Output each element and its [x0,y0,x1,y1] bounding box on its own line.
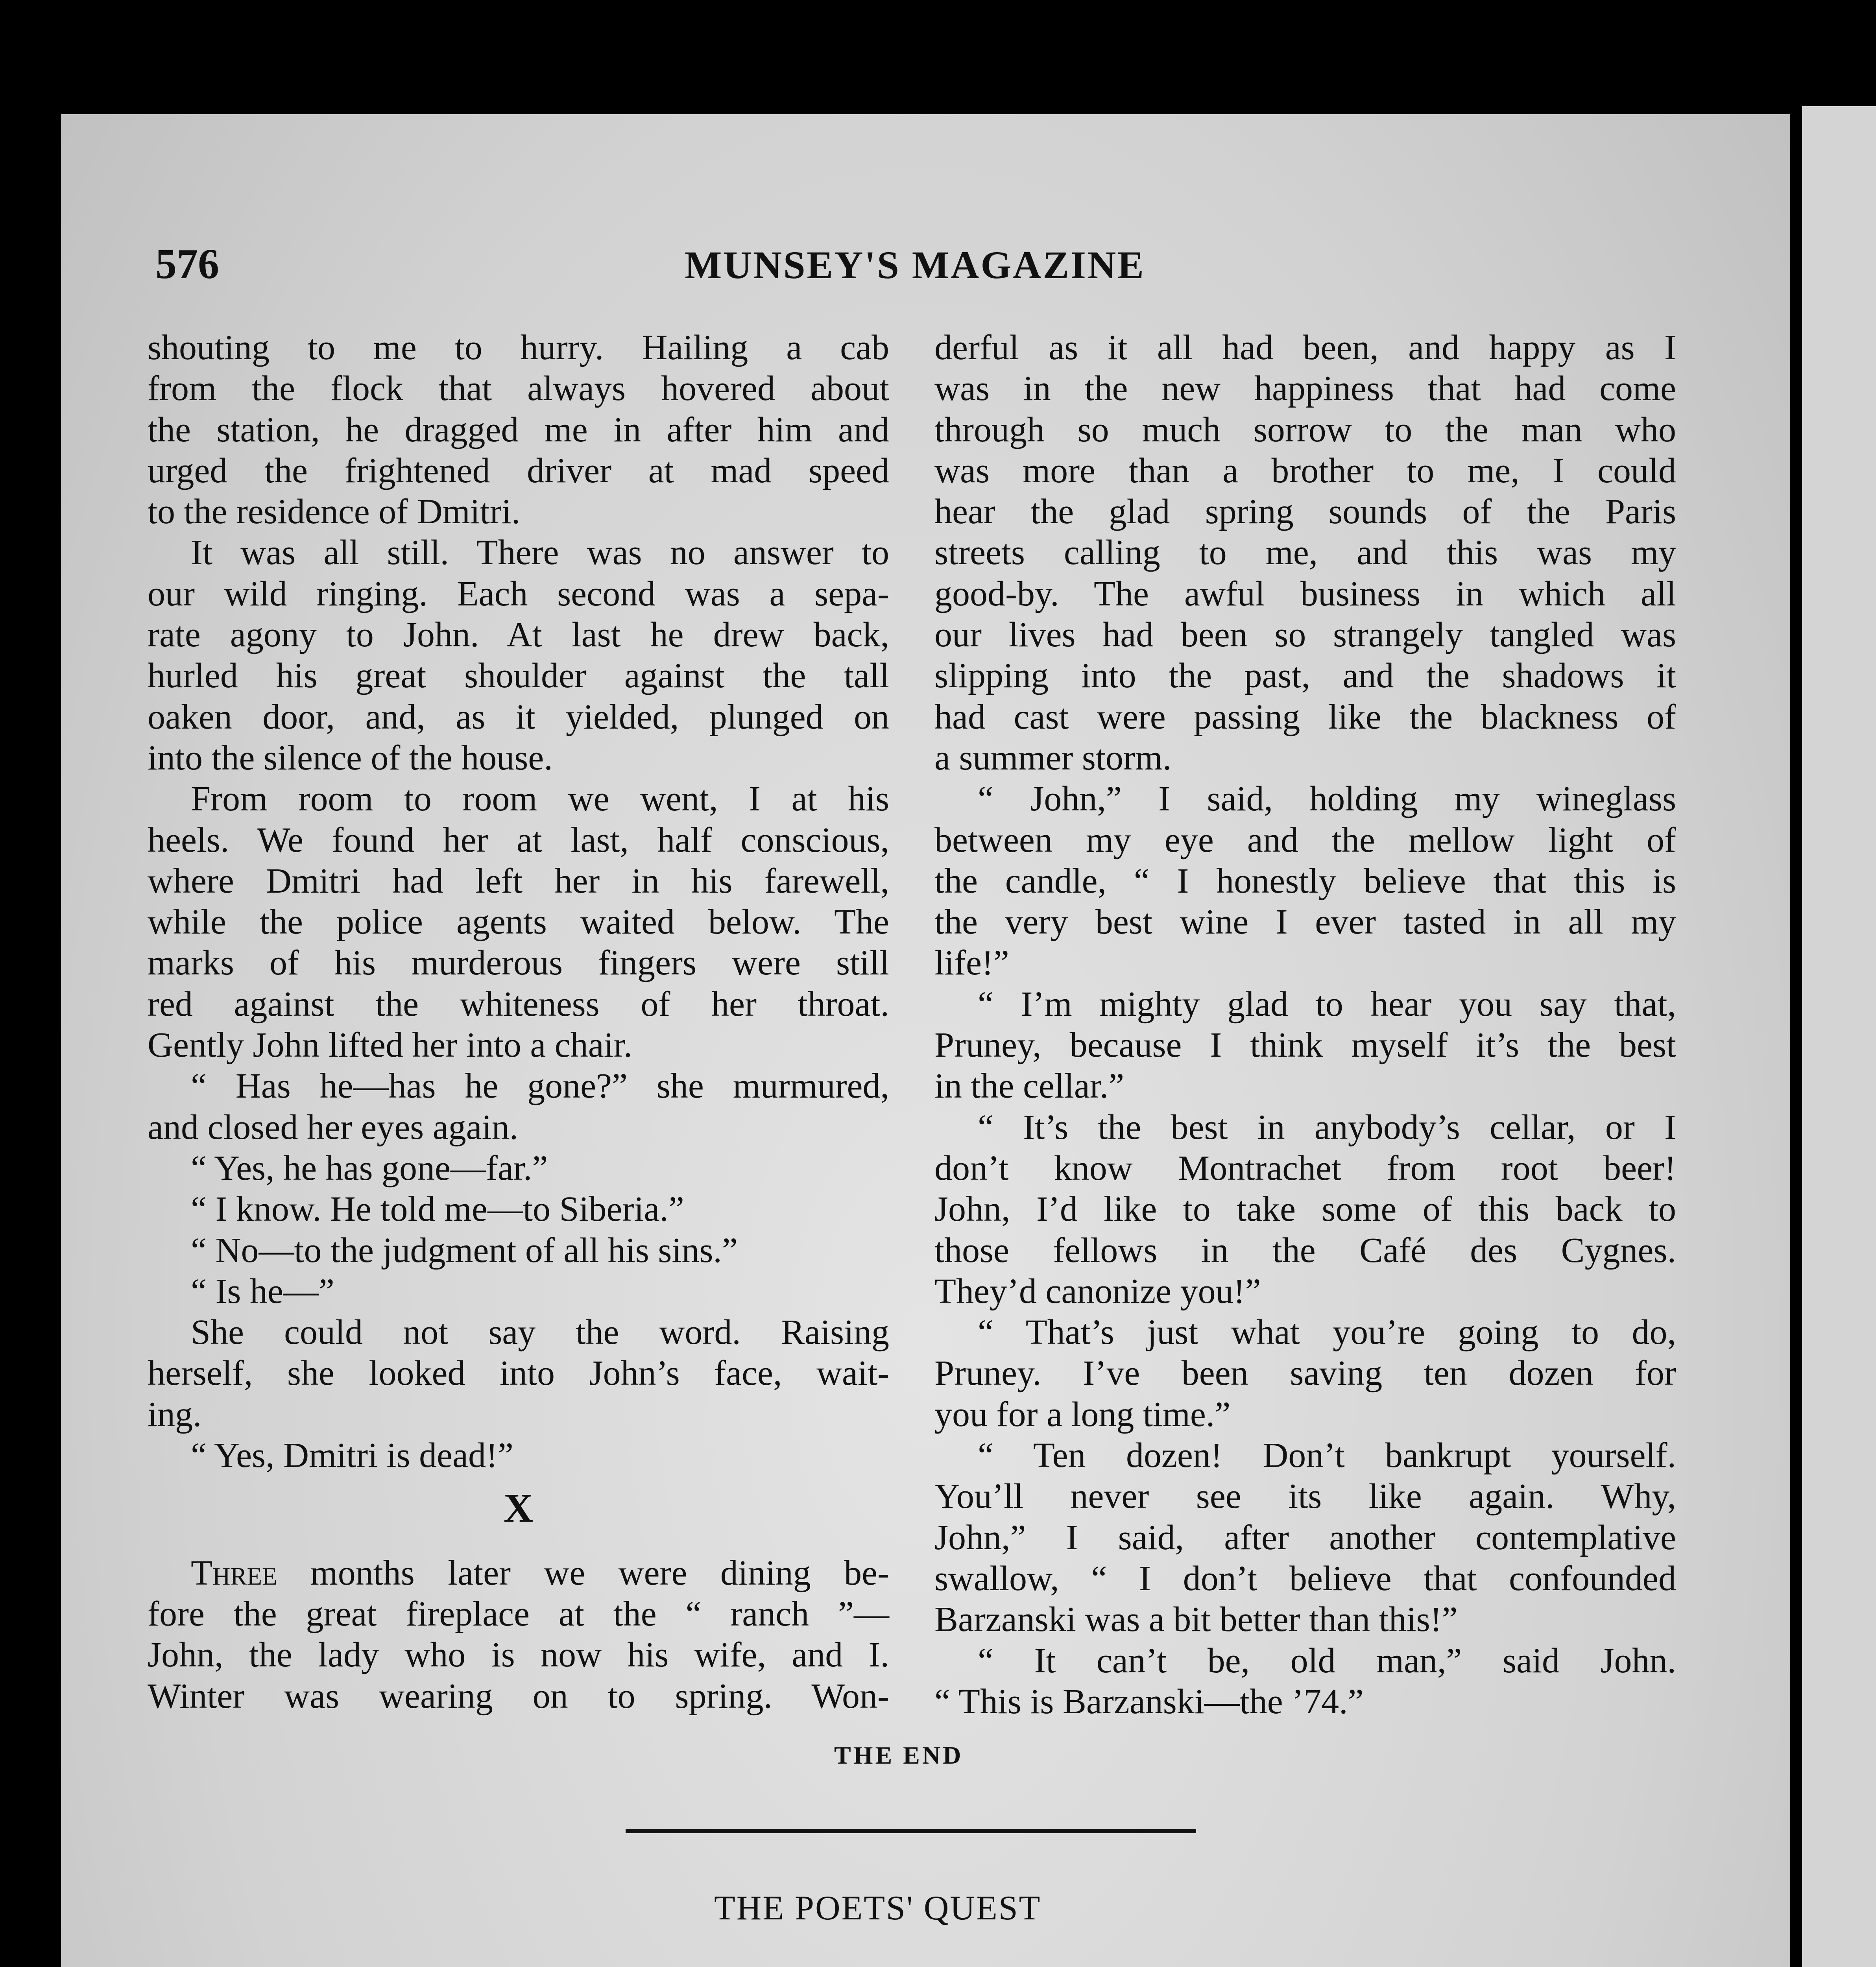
story-column-left [148,327,889,1717]
text-line: “ I’m mighty glad to hear you say that, [978,984,1676,1024]
text-line: “ Yes, Dmitri is dead!” [191,1436,513,1475]
section-numeral: X [503,1485,534,1531]
text-line: heels. We found her at last, half conscious, [148,820,889,860]
text-line: oaken door, and, as it yielded, plunged on [148,697,889,736]
text-line: It was all still. There was no answer to [191,533,889,572]
text-line: shouting to me to hurry. Hailing a cab [148,328,889,367]
page-number: 576 [155,241,219,288]
text-line: hurled his great shoulder against the tall [148,656,889,696]
text-line: You’ll never see its like again. Why, [934,1477,1676,1516]
text-line: and closed her eyes again. [148,1107,519,1147]
text-line: “ Yes, he has gone—far.” [191,1148,548,1188]
story-column-right [934,327,1676,1722]
text-line: good-by. The awful business in which all [934,574,1676,613]
text-line: was more than a brother to me, I could [934,451,1676,490]
text-line: “ This is Barzanski—the ’74.” [934,1682,1364,1721]
poem-title: THE POETS' QUEST [714,1889,1041,1927]
text-line: hear the glad spring sounds of the Paris [934,492,1676,531]
text-line: through so much sorrow to the man who [934,410,1676,449]
text-line: Gently John lifted her into a chair. [148,1026,633,1065]
text-line: “ Has he—has he gone?” she murmured, [191,1067,889,1106]
text-line: life!” [934,943,1009,983]
section-start-word: Three [191,1553,277,1592]
text-line: the candle, “ I honestly believe that this is [934,861,1676,900]
text-line: into the silence of the house. [148,738,553,777]
text-line: fore the great fireplace at the “ ranch ”— [148,1594,889,1633]
text-line: derful as it all had been, and happy as I [934,328,1676,367]
text-line: “ Is he—” [191,1271,334,1311]
text-line: “ I know. He told me—to Siberia.” [191,1190,684,1229]
text-line: our lives had been so strangely tangled was [934,615,1676,655]
text-line: our wild ringing. Each second was a sepa- [148,574,889,613]
text-line: streets calling to me, and this was my [934,533,1676,572]
text-line: slipping into the past, and the shadows it [934,656,1676,696]
text-line: while the police agents waited below. The [148,902,889,942]
text-line: “ It’s the best in anybody’s cellar, or I [978,1107,1676,1147]
text-line: a summer storm. [934,738,1172,777]
text-line: Pruney, because I think myself it’s the best [934,1026,1676,1065]
text-line: red against the whiteness of her throat. [148,984,889,1024]
text-line: From room to room we went, I at his [191,779,889,819]
text-line: you for a long time.” [934,1395,1231,1434]
text-line: She could not say the word. Raising [191,1313,889,1352]
text-line: “ That’s just what you’re going to do, [978,1313,1676,1352]
running-head: MUNSEY'S MAGAZINE [685,243,1145,287]
text-line: marks of his murderous fingers were still [148,943,889,983]
text-fragment: months later we were dining be- [277,1553,889,1592]
text-line: the very best wine I ever tasted in all my [934,902,1676,942]
text-line: John,” I said, after another contemplative [934,1518,1676,1557]
text-line: swallow, “ I don’t believe that confounded [934,1559,1676,1598]
the-end-label: THE END [834,1741,964,1769]
section-divider-rule [626,1829,1196,1833]
text-line: those fellows in the Café des Cygnes. [934,1231,1676,1270]
text-line: was in the new happiness that had come [934,369,1676,408]
poem-line [592,1963,1379,1967]
text-line: “ No—to the judgment of all his sins.” [191,1231,738,1270]
text-line [148,1553,889,1594]
text-line: herself, she looked into John’s face, wait- [148,1354,889,1393]
poem-body [592,1963,1379,1967]
text-line: where Dmitri had left her in his farewell, [148,861,889,900]
text-line: John, I’d like to take some of this back to [934,1190,1676,1229]
text-line: the station, he dragged me in after him and [148,410,889,449]
text-line: to the residence of Dmitri. [148,492,521,531]
text-line: between my eye and the mellow light of [934,820,1676,860]
text-line: They’d canonize you!” [934,1271,1261,1311]
adjacent-page-edge [1802,106,1876,1967]
text-line: rate agony to John. At last he drew back, [148,615,889,655]
text-line: in the cellar.” [934,1067,1124,1106]
text-line: “ John,” I said, holding my wineglass [978,779,1676,819]
text-line: “ It can’t be, old man,” said John. [978,1641,1676,1680]
text-line: urged the frightened driver at mad speed [148,451,889,490]
text-line: from the flock that always hovered about [148,369,889,408]
text-line: ing. [148,1395,202,1434]
text-line: Winter was wearing on to spring. Won- [148,1676,889,1716]
text-line: don’t know Montrachet from root beer! [934,1148,1676,1188]
text-line: Barzanski was a bit better than this!” [934,1600,1458,1639]
text-line: Pruney. I’ve been saving ten dozen for [934,1354,1676,1393]
text-line: “ Ten dozen! Don’t bankrupt yourself. [978,1436,1676,1475]
text-line: had cast were passing like the blackness of [934,697,1676,736]
text-line: John, the lady who is now his wife, and I. [148,1635,889,1675]
